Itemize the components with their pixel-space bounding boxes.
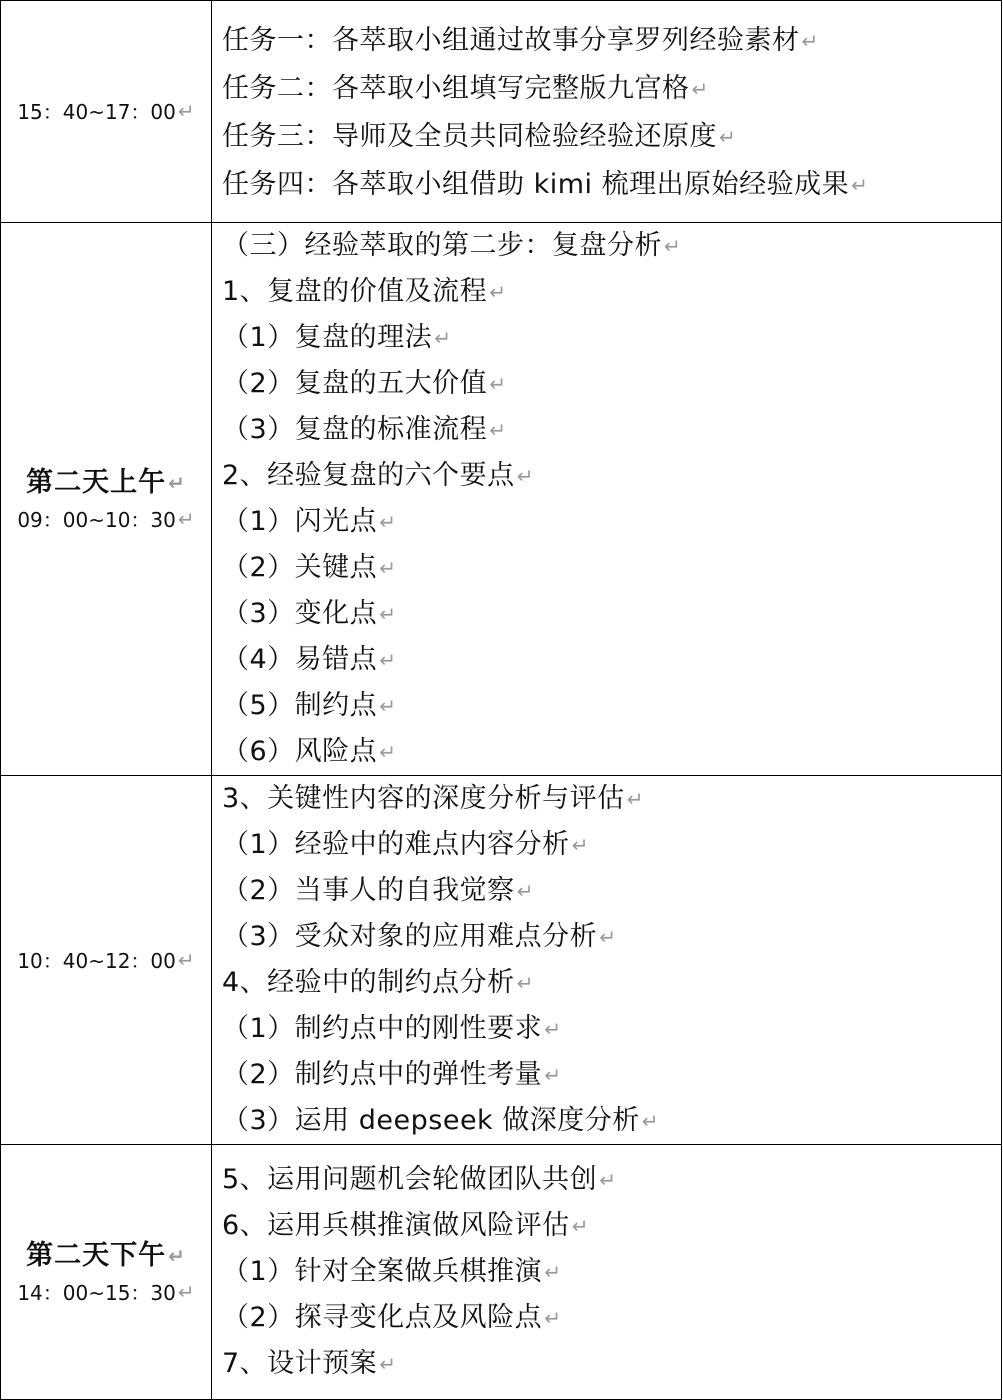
list-item: （2）探寻变化点及风险点 ↵ (222, 1302, 562, 1333)
paragraph-mark-icon: ↵ (379, 694, 397, 718)
list-item: （1）闪光点 ↵ (222, 506, 397, 537)
list-item: （4）易错点 ↵ (222, 644, 397, 675)
paragraph-mark-icon: ↵ (489, 372, 507, 396)
list-item: 3、关键性内容的深度分析与评估 ↵ (222, 783, 644, 814)
list-item: （2）制约点中的弹性考量 ↵ (222, 1059, 562, 1090)
time-title: 第二天上午 ↵ (26, 466, 186, 498)
paragraph-mark-icon: ↵ (516, 879, 534, 903)
time-cell (1, 1, 212, 223)
paragraph-mark-icon: ↵ (544, 1017, 562, 1041)
paragraph-mark-icon: ↵ (571, 1214, 589, 1238)
table-row (1, 776, 1002, 1145)
paragraph-mark-icon: ↵ (177, 1279, 195, 1304)
time-range: 09：00~10：30 ↵ (17, 506, 195, 532)
paragraph-mark-icon: ↵ (571, 833, 589, 857)
paragraph-mark-icon: ↵ (168, 470, 186, 495)
list-item: （3）受众对象的应用难点分析 ↵ (222, 921, 617, 952)
list-item: 5、运用问题机会轮做团队共创 ↵ (222, 1164, 617, 1195)
list-item: （5）制约点 ↵ (222, 690, 397, 721)
paragraph-mark-icon: ↵ (599, 1168, 617, 1192)
paragraph-mark-icon: ↵ (599, 925, 617, 949)
paragraph-mark-icon: ↵ (177, 506, 195, 531)
list-item: （1）复盘的理法 ↵ (222, 322, 452, 353)
content-cell (212, 1145, 1002, 1400)
paragraph-mark-icon: ↵ (851, 172, 869, 197)
time-range: 14：00~15：30 ↵ (17, 1279, 195, 1305)
time-cell (1, 776, 212, 1145)
time-cell (1, 1145, 212, 1400)
list-item: （1）针对全案做兵棋推演 ↵ (222, 1256, 562, 1287)
paragraph-mark-icon: ↵ (379, 602, 397, 626)
paragraph-mark-icon: ↵ (516, 464, 534, 488)
content-cell (212, 1, 1002, 223)
list-item: （2）当事人的自我觉察 ↵ (222, 875, 534, 906)
list-item: （2）关键点 ↵ (222, 552, 397, 583)
paragraph-mark-icon: ↵ (626, 787, 644, 811)
list-item: 任务三：导师及全员共同检验经验还原度 ↵ (222, 120, 737, 152)
section-heading: （三）经验萃取的第二步：复盘分析 ↵ (222, 230, 682, 261)
paragraph-mark-icon: ↵ (544, 1306, 562, 1330)
time-cell (1, 223, 212, 776)
list-item: （1）制约点中的刚性要求 ↵ (222, 1013, 562, 1044)
list-item: （3）变化点 ↵ (222, 598, 397, 629)
paragraph-mark-icon: ↵ (691, 76, 709, 101)
paragraph-mark-icon: ↵ (516, 971, 534, 995)
paragraph-mark-icon: ↵ (379, 1352, 397, 1376)
paragraph-mark-icon: ↵ (489, 280, 507, 304)
list-item: 1、复盘的价值及流程 ↵ (222, 276, 507, 307)
list-item: 任务二：各萃取小组填写完整版九宫格 ↵ (222, 72, 709, 104)
paragraph-mark-icon: ↵ (379, 556, 397, 580)
table-row (1, 223, 1002, 776)
paragraph-mark-icon: ↵ (434, 326, 452, 350)
paragraph-mark-icon: ↵ (168, 1243, 186, 1268)
paragraph-mark-icon: ↵ (379, 510, 397, 534)
paragraph-mark-icon: ↵ (719, 124, 737, 149)
list-item: （1）经验中的难点内容分析 ↵ (222, 829, 589, 860)
paragraph-mark-icon: ↵ (379, 740, 397, 764)
time-range: 15：40~17：00 ↵ (17, 99, 195, 124)
paragraph-mark-icon: ↵ (489, 418, 507, 442)
list-item: 4、经验中的制约点分析 ↵ (222, 967, 534, 998)
table-row (1, 1, 1002, 223)
list-item: （2）复盘的五大价值 ↵ (222, 368, 507, 399)
time-title: 第二天下午 ↵ (26, 1239, 186, 1271)
paragraph-mark-icon: ↵ (177, 99, 195, 123)
list-item: 6、运用兵棋推演做风险评估 ↵ (222, 1210, 589, 1241)
time-range: 10：40~12：00 ↵ (17, 947, 195, 973)
content-cell (212, 223, 1002, 776)
list-item: （3）复盘的标准流程 ↵ (222, 414, 507, 445)
paragraph-mark-icon: ↵ (664, 234, 682, 258)
list-item: 2、经验复盘的六个要点 ↵ (222, 460, 534, 491)
list-item: 任务一：各萃取小组通过故事分享罗列经验素材 ↵ (222, 24, 819, 56)
content-cell (212, 776, 1002, 1145)
list-item: （3）运用 deepseek 做深度分析 ↵ (222, 1105, 660, 1136)
paragraph-mark-icon: ↵ (379, 648, 397, 672)
list-item: （6）风险点 ↵ (222, 736, 397, 767)
paragraph-mark-icon: ↵ (801, 28, 819, 53)
paragraph-mark-icon: ↵ (177, 947, 195, 972)
list-item: 任务四：各萃取小组借助 kimi 梳理出原始经验成果 ↵ (222, 168, 869, 200)
list-item: 7、设计预案 ↵ (222, 1348, 397, 1379)
paragraph-mark-icon: ↵ (544, 1063, 562, 1087)
table-row (1, 1145, 1002, 1400)
paragraph-mark-icon: ↵ (544, 1260, 562, 1284)
paragraph-mark-icon: ↵ (641, 1109, 660, 1133)
